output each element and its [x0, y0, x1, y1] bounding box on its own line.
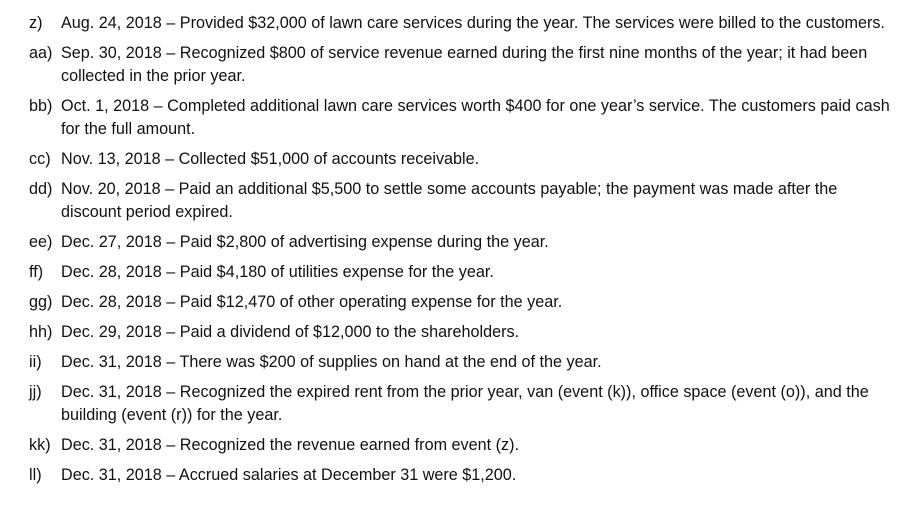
item-label: jj) [29, 383, 42, 401]
item-text: Sep. 30, 2018 – Recognized $800 of service revenue earned during the first nine months of the year; it had been collected in the prior year. [61, 44, 868, 85]
item-label: cc) [29, 150, 51, 168]
list-item [29, 12, 894, 35]
item-text: Dec. 31, 2018 – Recognized the revenue earned from event (z). [61, 436, 520, 454]
item-text: Dec. 28, 2018 – Paid $12,470 of other operating expense for the year. [61, 293, 563, 311]
list-item [29, 148, 894, 171]
item-label: dd) [29, 180, 53, 198]
item-text: Nov. 20, 2018 – Paid an additional $5,500 to settle some accounts payable; the payment was made after the discount period expired. [61, 180, 838, 221]
list-item [29, 351, 894, 374]
item-text: Dec. 31, 2018 – There was $200 of supplies on hand at the end of the year. [61, 353, 602, 371]
list-item [29, 95, 894, 141]
list-item [29, 178, 894, 224]
item-text: Nov. 13, 2018 – Collected $51,000 of accounts receivable. [61, 150, 480, 168]
item-label: ii) [29, 353, 42, 371]
item-label: ee) [29, 233, 53, 251]
item-label: bb) [29, 97, 53, 115]
list-item [29, 434, 894, 457]
item-text: Dec. 31, 2018 – Recognized the expired rent from the prior year, van (event (k)), office space (event (o)), and the building (event (r)) for the year. [61, 383, 869, 424]
list-item [29, 321, 894, 344]
item-label: z) [29, 14, 43, 32]
item-label: kk) [29, 436, 51, 454]
item-text: Dec. 31, 2018 – Accrued salaries at December 31 were $1,200. [61, 466, 517, 484]
list-item [29, 261, 894, 284]
item-text: Dec. 29, 2018 – Paid a dividend of $12,000 to the shareholders. [61, 323, 520, 341]
list-item [29, 291, 894, 314]
item-text: Oct. 1, 2018 – Completed additional lawn care services worth $400 for one year’s service. The customers paid cash for the full amount. [61, 97, 890, 138]
item-text: Dec. 27, 2018 – Paid $2,800 of advertising expense during the year. [61, 233, 549, 251]
item-label: gg) [29, 293, 53, 311]
item-label: ff) [29, 263, 44, 281]
item-label: ll) [29, 466, 42, 484]
item-text: Dec. 28, 2018 – Paid $4,180 of utilities expense for the year. [61, 263, 494, 281]
item-label: hh) [29, 323, 53, 341]
list-item [29, 231, 894, 254]
list-item [29, 464, 894, 487]
list-item [29, 42, 894, 88]
list-item [29, 381, 894, 427]
item-text: Aug. 24, 2018 – Provided $32,000 of lawn care services during the year. The services were billed to the customers. [61, 14, 885, 32]
item-label: aa) [29, 44, 53, 62]
